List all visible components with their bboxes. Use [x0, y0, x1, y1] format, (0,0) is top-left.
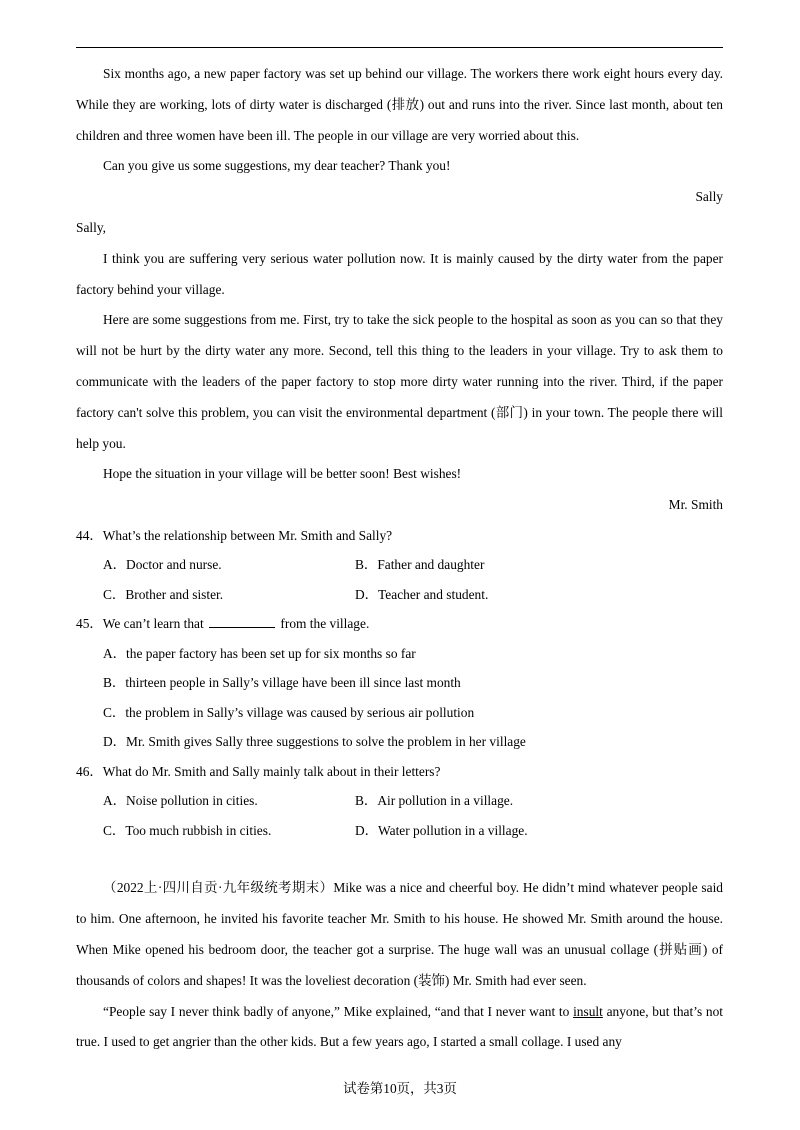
passage2-source: （2022上·四川自贡·九年级统考期末）	[103, 880, 334, 896]
sally-paragraph-2: Can you give us some suggestions, my dear teacher? Thank you!	[103, 158, 451, 174]
passage2-paragraph-1	[76, 873, 723, 996]
section-gap	[76, 845, 723, 873]
option-d[interactable]: D．Mr. Smith gives Sally three suggestions to solve the problem in her village	[103, 734, 526, 750]
option-c[interactable]: C．the problem in Sally’s village was caused by serious air pollution	[103, 704, 475, 720]
option-b[interactable]: B．Air pollution in a village.	[355, 793, 514, 809]
option-d[interactable]: D．Teacher and student.	[355, 586, 489, 602]
sally-signature: Sally	[695, 189, 723, 205]
question-text: What do Mr. Smith and Sally mainly talk about in their letters?	[102, 763, 441, 779]
passage2-paragraph-2	[76, 997, 723, 1059]
question-45	[76, 609, 723, 639]
smith-signature: Mr. Smith	[668, 497, 723, 513]
option-c[interactable]: C．Too much rubbish in cities.	[103, 822, 272, 838]
option-row	[76, 816, 723, 846]
question-text-after: from the village.	[280, 616, 370, 632]
option-b[interactable]: B．thirteen people in Sally’s village have been ill since last month	[103, 675, 461, 691]
smith-paragraph-2: Here are some suggestions from me. First, try to take the sick people to the hospital as soon as you can so that they will not be hurt by the dirty water any more. Second, tell this thing to the leaders in your village. Try to ask them to communicate with the leaders of the paper factory to stop more dirty water running into the river. Third, if the paper factory can't solve this problem, you can visit the environmental department (部门) in your town. The people there will help you.	[76, 312, 723, 451]
smith-paragraph-3: Hope the situation in your village will be better soon! Best wishes!	[103, 466, 462, 482]
option-c[interactable]: C．Brother and sister.	[103, 586, 224, 602]
smith-paragraph-1: I think you are suffering very serious water pollution now. It is mainly caused by the dirty water from the paper factory behind your village.	[76, 250, 723, 297]
question-number: 46．	[76, 763, 103, 779]
passage2-text: Mike was a nice and cheerful boy. He didn’t mind whatever people said to him. One afternoon, he invited his favorite teacher Mr. Smith to his house. He showed Mr. Smith around the house. When Mike opened his bedroom door, the teacher got a surprise. The huge wall was an unusual collage (拼贴画) of thousands of colors and shapes! It was the loveliest decoration (装饰) Mr. Smith had ever seen.	[76, 880, 723, 988]
page-footer: 试卷第10页，共3页	[343, 1081, 457, 1096]
question-44	[76, 521, 723, 551]
question-text-before: We can’t learn that	[102, 616, 204, 632]
smith-greeting: Sally,	[76, 219, 107, 235]
option-a[interactable]: A．Noise pollution in cities.	[103, 793, 258, 809]
question-text: What’s the relationship between Mr. Smith and Sally?	[102, 527, 393, 543]
question-number: 44．	[76, 527, 103, 543]
option-row	[76, 786, 723, 816]
passage2-text: anyone, but that’s not true. I used to get angrier than the other kids. But a few years ago, I started a small collage. I used any	[76, 1003, 723, 1050]
header-rule	[76, 47, 723, 48]
page-content	[76, 59, 723, 1058]
option-row	[76, 550, 723, 580]
option-row	[76, 580, 723, 610]
passage2-text: “People say I never think badly of anyone,” Mike explained, “and that I never want to	[103, 1003, 574, 1019]
option-b[interactable]: B．Father and daughter	[355, 557, 485, 573]
underlined-word: insult	[573, 1003, 603, 1019]
question-number: 45．	[76, 616, 103, 632]
option-a[interactable]: A．the paper factory has been set up for six months so far	[103, 645, 416, 661]
question-46	[76, 757, 723, 787]
sally-paragraph-1: Six months ago, a new paper factory was set up behind our village. The workers there work eight hours every day. While they are working, lots of dirty water is discharged (排放) out and runs into the river. Since last month, about ten children and three women have been ill. The people in our village are very worried about this.	[76, 66, 723, 143]
option-d[interactable]: D．Water pollution in a village.	[355, 822, 528, 838]
option-a[interactable]: A．Doctor and nurse.	[103, 557, 222, 573]
answer-blank	[209, 615, 275, 628]
